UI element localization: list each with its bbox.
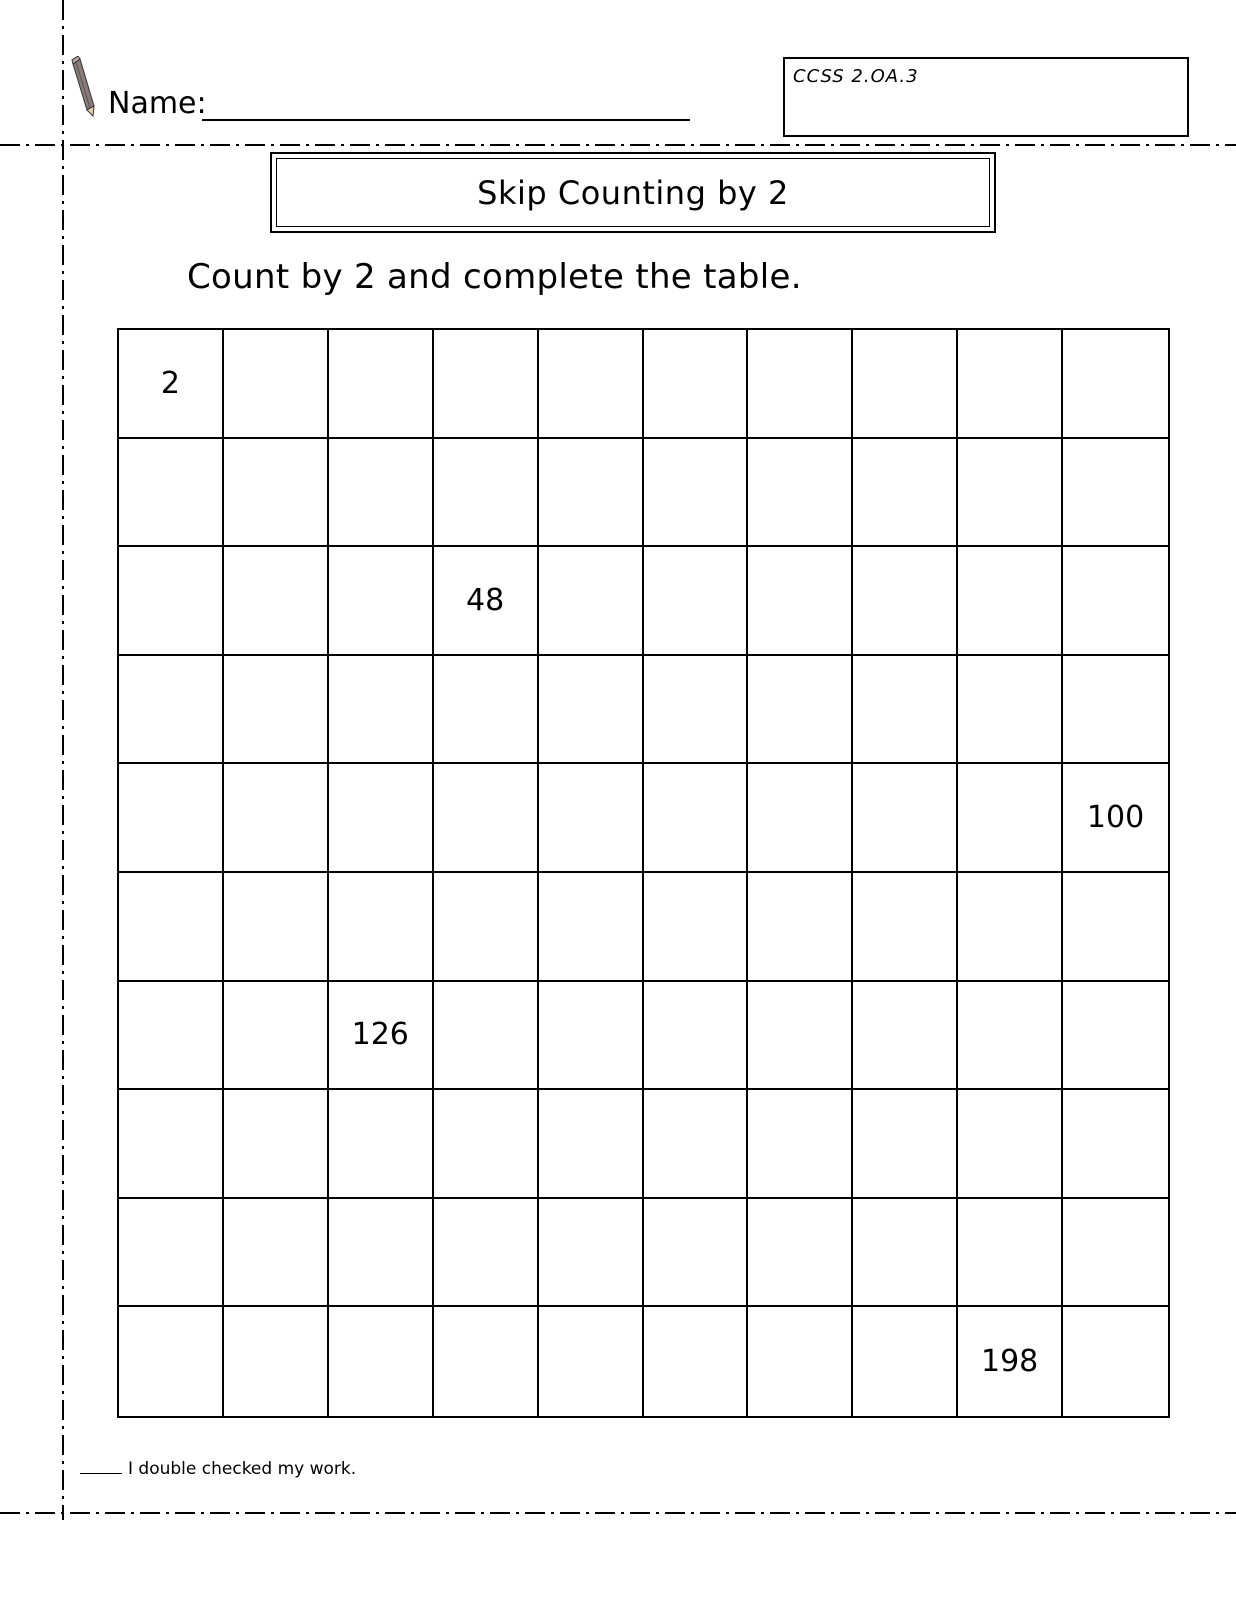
- given-value: 100: [1086, 800, 1145, 836]
- grid-cell[interactable]: [1063, 873, 1168, 982]
- grid-cell[interactable]: [329, 1199, 434, 1308]
- grid-cell[interactable]: [224, 547, 329, 656]
- grid-cell[interactable]: [748, 1199, 853, 1308]
- grid-cell[interactable]: [329, 873, 434, 982]
- vertical-guide-line: [62, 0, 64, 1520]
- grid-cell[interactable]: [1063, 982, 1168, 1091]
- grid-cell[interactable]: [119, 1199, 224, 1308]
- grid-cell[interactable]: [224, 982, 329, 1091]
- grid-cell[interactable]: [119, 547, 224, 656]
- grid-cell[interactable]: [434, 1307, 539, 1416]
- grid-cell[interactable]: [958, 439, 1063, 548]
- grid-cell[interactable]: [958, 330, 1063, 439]
- grid-cell[interactable]: [644, 1090, 749, 1199]
- grid-cell[interactable]: [853, 982, 958, 1091]
- grid-cell[interactable]: [1063, 330, 1168, 439]
- grid-cell[interactable]: [119, 764, 224, 873]
- grid-cell[interactable]: [748, 656, 853, 765]
- grid-cell[interactable]: [539, 547, 644, 656]
- name-field[interactable]: [202, 119, 690, 121]
- grid-cell[interactable]: [329, 1307, 434, 1416]
- grid-cell[interactable]: [644, 547, 749, 656]
- grid-cell-given: [1063, 764, 1168, 873]
- grid-cell[interactable]: [539, 873, 644, 982]
- grid-cell[interactable]: [644, 1199, 749, 1308]
- grid-cell[interactable]: [224, 873, 329, 982]
- given-value: 126: [351, 1017, 409, 1053]
- grid-cell[interactable]: [748, 439, 853, 548]
- grid-cell[interactable]: [644, 873, 749, 982]
- grid-cell[interactable]: [224, 330, 329, 439]
- grid-cell[interactable]: [853, 873, 958, 982]
- grid-cell[interactable]: [434, 764, 539, 873]
- standard-box: [783, 57, 1189, 137]
- grid-cell[interactable]: [958, 656, 1063, 765]
- grid-cell[interactable]: [644, 764, 749, 873]
- grid-cell[interactable]: [329, 1090, 434, 1199]
- title-box: [270, 152, 996, 233]
- grid-cell-given: [958, 1307, 1063, 1416]
- grid-cell[interactable]: [434, 656, 539, 765]
- grid-cell[interactable]: [958, 764, 1063, 873]
- grid-cell[interactable]: [958, 1090, 1063, 1199]
- grid-cell[interactable]: [224, 656, 329, 765]
- grid-cell[interactable]: [1063, 656, 1168, 765]
- counting-grid: [117, 328, 1170, 1418]
- grid-cell[interactable]: [644, 439, 749, 548]
- grid-cell[interactable]: [539, 1199, 644, 1308]
- grid-cell[interactable]: [853, 656, 958, 765]
- grid-cell[interactable]: [1063, 1199, 1168, 1308]
- grid-cell[interactable]: [853, 1307, 958, 1416]
- grid-cell[interactable]: [644, 330, 749, 439]
- given-value: 2: [160, 365, 180, 401]
- grid-cell[interactable]: [853, 439, 958, 548]
- grid-cell[interactable]: [119, 873, 224, 982]
- grid-cell[interactable]: [958, 982, 1063, 1091]
- grid-cell[interactable]: [748, 1090, 853, 1199]
- grid-cell[interactable]: [434, 1090, 539, 1199]
- grid-cell[interactable]: [119, 982, 224, 1091]
- grid-cell[interactable]: [853, 1090, 958, 1199]
- grid-cell[interactable]: [1063, 1307, 1168, 1416]
- grid-cell[interactable]: [1063, 1090, 1168, 1199]
- bottom-guide-line: [0, 1512, 1236, 1514]
- grid-cell[interactable]: [539, 656, 644, 765]
- grid-cell[interactable]: [434, 1199, 539, 1308]
- grid-cell[interactable]: [224, 1307, 329, 1416]
- given-value: 198: [981, 1344, 1039, 1380]
- grid-cell[interactable]: [958, 1199, 1063, 1308]
- top-guide-line: [0, 144, 1236, 146]
- grid-cell[interactable]: [329, 764, 434, 873]
- grid-cell[interactable]: [224, 764, 329, 873]
- grid-cell[interactable]: [539, 1307, 644, 1416]
- grid-cell[interactable]: [119, 1307, 224, 1416]
- grid-cell[interactable]: [539, 764, 644, 873]
- grid-cell[interactable]: [119, 656, 224, 765]
- grid-cell[interactable]: [853, 1199, 958, 1308]
- grid-cell[interactable]: [224, 439, 329, 548]
- grid-cell[interactable]: [434, 982, 539, 1091]
- grid-cell[interactable]: [329, 330, 434, 439]
- grid-cell[interactable]: [853, 330, 958, 439]
- grid-cell[interactable]: [644, 1307, 749, 1416]
- self-check-blank[interactable]: [80, 1459, 122, 1474]
- title-inner-frame: [276, 158, 990, 227]
- grid-cell[interactable]: [224, 1090, 329, 1199]
- grid-cell[interactable]: [1063, 439, 1168, 548]
- grid-cell[interactable]: [958, 873, 1063, 982]
- grid-cell[interactable]: [119, 439, 224, 548]
- grid-cell[interactable]: [539, 439, 644, 548]
- name-label: Name:: [108, 86, 207, 121]
- grid-cell[interactable]: [748, 547, 853, 656]
- self-check: [80, 1458, 356, 1480]
- grid-cell[interactable]: [329, 547, 434, 656]
- pencil-icon: [70, 56, 100, 120]
- grid-cell[interactable]: [224, 1199, 329, 1308]
- grid-cell[interactable]: [853, 764, 958, 873]
- grid-cell[interactable]: [748, 1307, 853, 1416]
- grid-cell[interactable]: [434, 439, 539, 548]
- grid-cell[interactable]: [853, 547, 958, 656]
- grid-cell[interactable]: [119, 1090, 224, 1199]
- page-title: Skip Counting by 2: [477, 173, 789, 212]
- grid-cell[interactable]: [539, 330, 644, 439]
- grid-cell-given: [329, 982, 434, 1091]
- grid-cell[interactable]: [748, 764, 853, 873]
- grid-cell[interactable]: [539, 982, 644, 1091]
- grid-cell-given: [434, 547, 539, 656]
- grid-cell-given: [119, 330, 224, 439]
- grid-cell[interactable]: [748, 330, 853, 439]
- grid-cell[interactable]: [434, 873, 539, 982]
- instruction-text: Count by 2 and complete the table.: [187, 257, 802, 297]
- grid-cell[interactable]: [434, 330, 539, 439]
- grid-cell[interactable]: [958, 547, 1063, 656]
- grid-cell[interactable]: [329, 656, 434, 765]
- standard-code: CCSS 2.OA.3: [793, 66, 919, 87]
- grid-cell[interactable]: [748, 982, 853, 1091]
- given-value: 48: [466, 582, 505, 618]
- grid-cell[interactable]: [329, 439, 434, 548]
- grid-cell[interactable]: [1063, 547, 1168, 656]
- grid-cell[interactable]: [644, 656, 749, 765]
- grid-cell[interactable]: [644, 982, 749, 1091]
- self-check-text: I double checked my work.: [128, 1459, 357, 1479]
- grid-cell[interactable]: [748, 873, 853, 982]
- grid-cell[interactable]: [539, 1090, 644, 1199]
